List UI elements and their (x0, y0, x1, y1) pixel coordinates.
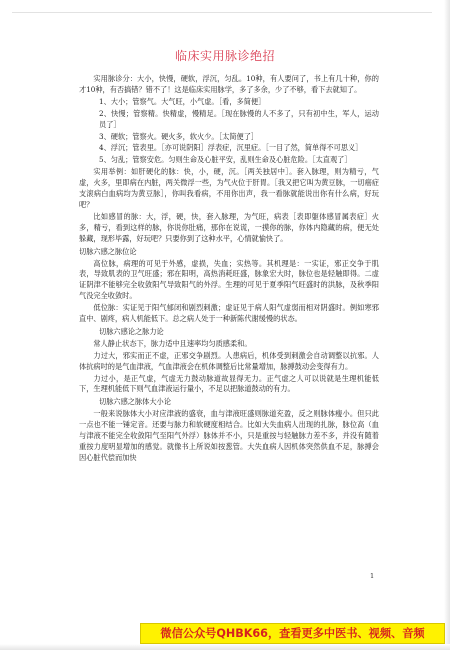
wechat-banner: 微信公众号QHBK66，查看更多中医书、视频、音频 (140, 623, 445, 644)
top-rule (12, 12, 432, 13)
list-item: 2、快慢；管察精。快精虚，慢精足。［现在脉慢的人不多了，只有初中生，军人，运动员了］ (99, 108, 379, 129)
section-heading: 切脉六感之脉位论 (79, 246, 137, 256)
section-paragraph: 常人静止状态下，脉力适中且速率均匀质感柔和。 (93, 338, 252, 348)
intro-paragraph: 实用脉诊分：大小，快慢，硬软，浮沉，匀乱。10种，有人要问了，书上有几十种，你的才10种，有否搞错？错不了！这是临床实用脉学，多了多余，少了不够，看下去就知了。 (79, 74, 379, 94)
list-item: 3、硬软；管察火。硬火多，软火少。［太简便了］ (99, 131, 259, 141)
section-paragraph: 一般来说脉体大小对应津液的盛衰，血与津液旺盛则脉道充盈，反之则脉体瘦小。但只此一点也不能一锤定音。还要与脉力和软硬度相结合。比如大失血病人出现的扎脉，脉位高（血与津液不能完全收敛阳气至阳气外浮）脉体并不小，只是重按与轻触脉力差不多，并没有随着重按力度明显增加的感觉。就像书上所说如按葱管。大失血病人因机体突然供血不足，脉搏会因心脏代偿而加快 (79, 409, 379, 462)
example-paragraph: 实用举例：如肝硬化的脉：快，小，硬，沉。［两关独居中］。套入脉理，则为精亏，气虚，火多，里即病在内脏，两关微浮一些，为气火位于肝胃。［我又把它叫为黄豆脉，一切癌症支滚病白血病均为黄豆脉］，你叫我看病，不用你出声，我一看脉就能说出你有什么病，好玩吧？ (79, 167, 379, 209)
page-shadow-right (444, 0, 450, 650)
example-paragraph: 比如感冒的脉：大，浮，硬，快，套入脉理，为气旺，病表［表即躯体感冒属表症］火多，精亏，看到这样的脉，你说你肚痛，那你在说谎，一摸你的脉，你体内隐藏的病，便无处躲藏，现形毕露，好玩吧？只要你到了这种水平，心情就愉快了。 (79, 211, 379, 243)
section-paragraph: 力过小，是正气虚，气虚无力鼓动脉道故显得无力。正气虚之人可以说就是生理机能低下，生理机能低下则气血津液运行量小，不足以把脉道鼓动的有力。 (79, 373, 379, 394)
list-item: 1、大小；管察气。大气旺，小气虚。［看，多简便］ (99, 96, 266, 106)
section-paragraph: 力过大，邪实而正不虚，正邪交争剧烈。人患病后，机体受到刺激会自动调整以抗邪。人体抗病吋的是气血津液，气血津液会在机体调整后比常量增加，脉搏鼓动会变得有力。 (79, 350, 379, 371)
document-title: 临床实用脉诊绝招 (174, 49, 275, 63)
section-heading: 切脉六感论之脉力论 (99, 326, 164, 336)
page-number: 1 (370, 572, 375, 580)
page-shadow-bottom (0, 644, 450, 650)
document-body (79, 74, 379, 465)
list-item: 4、浮沉；管表里。［亦可说阴阳］浮表症，沉里症。［一目了然，简单得不可思义］ (99, 143, 363, 153)
section-heading: 切脉六感之脉体大小论 (99, 397, 171, 407)
section-paragraph: 高位脉，病理的可见于外感，虚损，失血；实热等。其机理是：一实证，邪正交争于肌表，导致肌表的卫气旺盛；邪在阳明，高热消耗旺盛，脉象宏大时，脉位也是轻触即得。二虚证阴津不能够完全收敛阳气导致阳气的外浮。生理的可见于夏季阳气旺盛时的洪脉，及秋季阳气没完全收敛时。 (79, 258, 379, 301)
list-item: 5、匀乱；管察安危。匀则生命及心脏平安，乱则生命及心脏危险。［太直观了］ (99, 155, 352, 165)
section-paragraph: 低位脉：实证见于阳气郁闭和剧烈刺激；虚证见于病人阳气虚弱而相对阴盛时。例如寒邪直中、剧疼，病人机能低下。总之病人处于一种新陈代谢缓慢的状态。 (79, 303, 379, 324)
